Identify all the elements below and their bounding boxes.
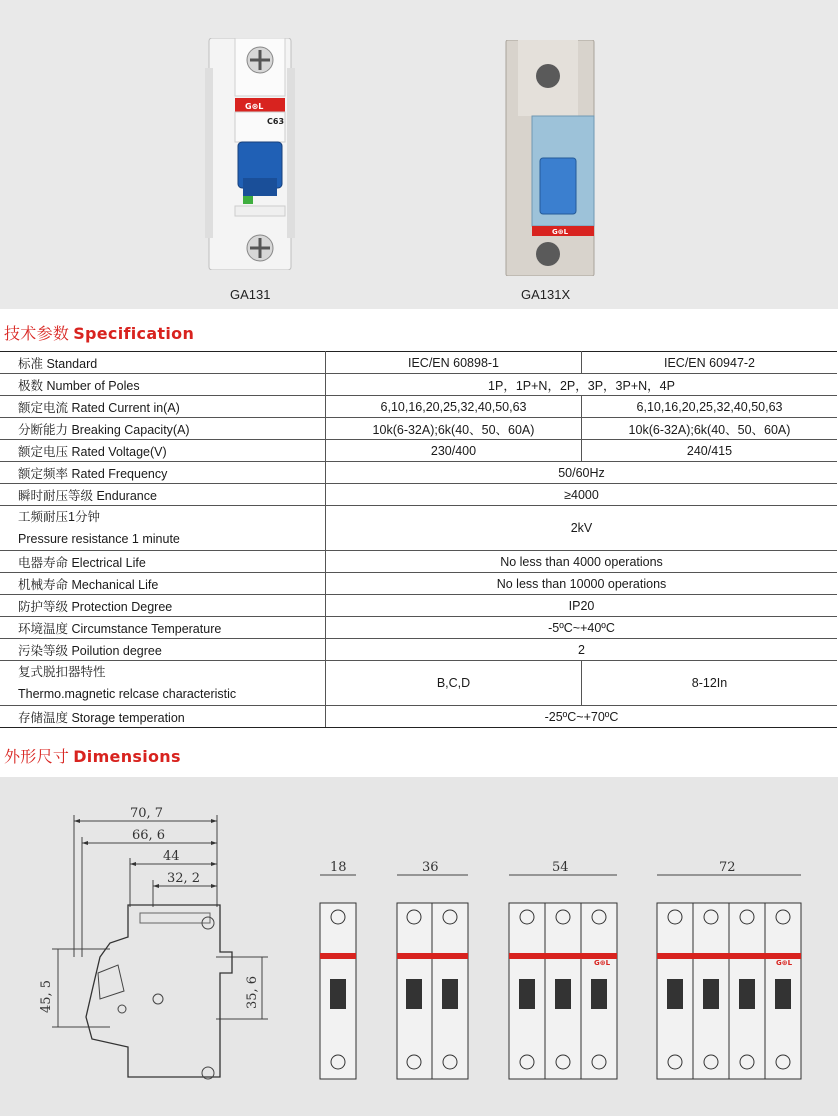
- dim-width-70-7: 70, 7: [130, 806, 164, 821]
- front-view-2p: [397, 860, 468, 1079]
- dim-width-44: 44: [163, 849, 180, 864]
- dim-front-36: 36: [422, 860, 439, 875]
- spec-value: 10k(6-32A);6k(40、50、60A): [582, 418, 838, 440]
- spec-value: 6,10,16,20,25,32,40,50,63: [582, 396, 838, 418]
- dim-width-32-2: 32, 2: [167, 871, 201, 886]
- dim-front-54: 54: [552, 860, 569, 875]
- spec-value: IEC/EN 60898-1: [326, 352, 582, 374]
- spec-value: B,C,D: [326, 661, 582, 706]
- dim-width-66-6: 66, 6: [132, 828, 166, 843]
- spec-label: 标准 Standard: [0, 352, 326, 374]
- spec-label-multiline: [0, 506, 326, 551]
- spec-value: 2: [326, 639, 838, 661]
- ga131-brand-label: G⊛L: [245, 102, 264, 111]
- front-brand-label: G⊛L: [776, 959, 793, 967]
- spec-value: No less than 4000 operations: [326, 551, 838, 573]
- table-row: [0, 706, 837, 728]
- spec-value: 240/415: [582, 440, 838, 462]
- table-row: [0, 462, 837, 484]
- table-row: [0, 440, 837, 462]
- spec-label: 额定电压 Rated Voltage(V): [0, 440, 326, 462]
- dimensions-drawing: [0, 777, 838, 1116]
- spec-label: 污染等级 Poilution degree: [0, 639, 326, 661]
- spec-value: 10k(6-32A);6k(40、50、60A): [326, 418, 582, 440]
- table-row: [0, 595, 837, 617]
- table-row: [0, 506, 837, 551]
- dim-height-35-6: 35, 6: [245, 975, 260, 1009]
- spec-label: 瞬时耐压等级 Endurance: [0, 484, 326, 506]
- dim-front-18: 18: [330, 860, 347, 875]
- spec-label-line2: Thermo.magnetic relcase characteristic: [18, 687, 237, 701]
- table-row: [0, 484, 837, 506]
- spec-value: 6,10,16,20,25,32,40,50,63: [326, 396, 582, 418]
- table-row: [0, 661, 837, 706]
- spec-value: 230/400: [326, 440, 582, 462]
- front-brand-label: G⊛L: [594, 959, 611, 967]
- ga131x-brand-label: G⊛L: [552, 228, 569, 236]
- spec-heading: [4, 321, 194, 344]
- table-row: [0, 396, 837, 418]
- front-view-4p: [657, 860, 801, 1079]
- spec-value: ≥4000: [326, 484, 838, 506]
- table-row: [0, 639, 837, 661]
- spec-label: 分断能力 Breaking Capacity(A): [0, 418, 326, 440]
- spec-label: 机械寿命 Mechanical Life: [0, 573, 326, 595]
- table-row: [0, 418, 837, 440]
- spec-label: 环境温度 Circumstance Temperature: [0, 617, 326, 639]
- ga131-product-image: [205, 38, 295, 270]
- table-row: [0, 374, 837, 396]
- spec-label: 存储温度 Storage temperation: [0, 706, 326, 728]
- spec-value: No less than 10000 operations: [326, 573, 838, 595]
- spec-value: 8-12In: [582, 661, 838, 706]
- front-view-1p: [320, 860, 356, 1079]
- spec-label-line2: Pressure resistance 1 minute: [18, 532, 180, 546]
- spec-heading-en: Specification: [73, 324, 195, 343]
- ga131-rating-label: C63: [267, 117, 285, 126]
- spec-value: IEC/EN 60947-2: [582, 352, 838, 374]
- front-view-3p: [509, 860, 617, 1079]
- table-row: [0, 617, 837, 639]
- product-photo-band: [0, 0, 838, 309]
- table-row: [0, 352, 837, 374]
- dimensions-heading: [4, 744, 181, 767]
- ga131-caption: GA131: [230, 287, 271, 302]
- spec-label: 电器寿命 Electrical Life: [0, 551, 326, 573]
- dim-front-72: 72: [719, 860, 736, 875]
- table-row: [0, 573, 837, 595]
- spec-label-line1: 复式脱扣器特性: [18, 665, 106, 679]
- spec-label-line1: 工频耐压1分钟: [18, 510, 100, 524]
- spec-label-multiline: [0, 661, 326, 706]
- spec-table: [0, 351, 837, 728]
- spec-label: 极数 Number of Poles: [0, 374, 326, 396]
- dimensions-heading-zh: 外形尺寸: [4, 747, 70, 766]
- ga131x-caption: GA131X: [521, 287, 571, 302]
- spec-value: -25ºC~+70ºC: [326, 706, 838, 728]
- spec-value: 2kV: [326, 506, 838, 551]
- spec-value: IP20: [326, 595, 838, 617]
- spec-label: 额定电流 Rated Current in(A): [0, 396, 326, 418]
- table-row: [0, 551, 837, 573]
- spec-value: -5ºC~+40ºC: [326, 617, 838, 639]
- spec-label: 防护等级 Protection Degree: [0, 595, 326, 617]
- dimensions-heading-en: Dimensions: [73, 747, 181, 766]
- spec-heading-zh: 技术参数: [4, 324, 70, 343]
- dimensions-drawing-band: [0, 777, 838, 1116]
- ga131x-product-image: [502, 40, 598, 276]
- spec-value: 50/60Hz: [326, 462, 838, 484]
- spec-label: 额定频率 Rated Frequency: [0, 462, 326, 484]
- dim-height-45-5: 45, 5: [39, 979, 54, 1013]
- spec-value: 1P，1P+N，2P，3P，3P+N，4P: [326, 374, 838, 396]
